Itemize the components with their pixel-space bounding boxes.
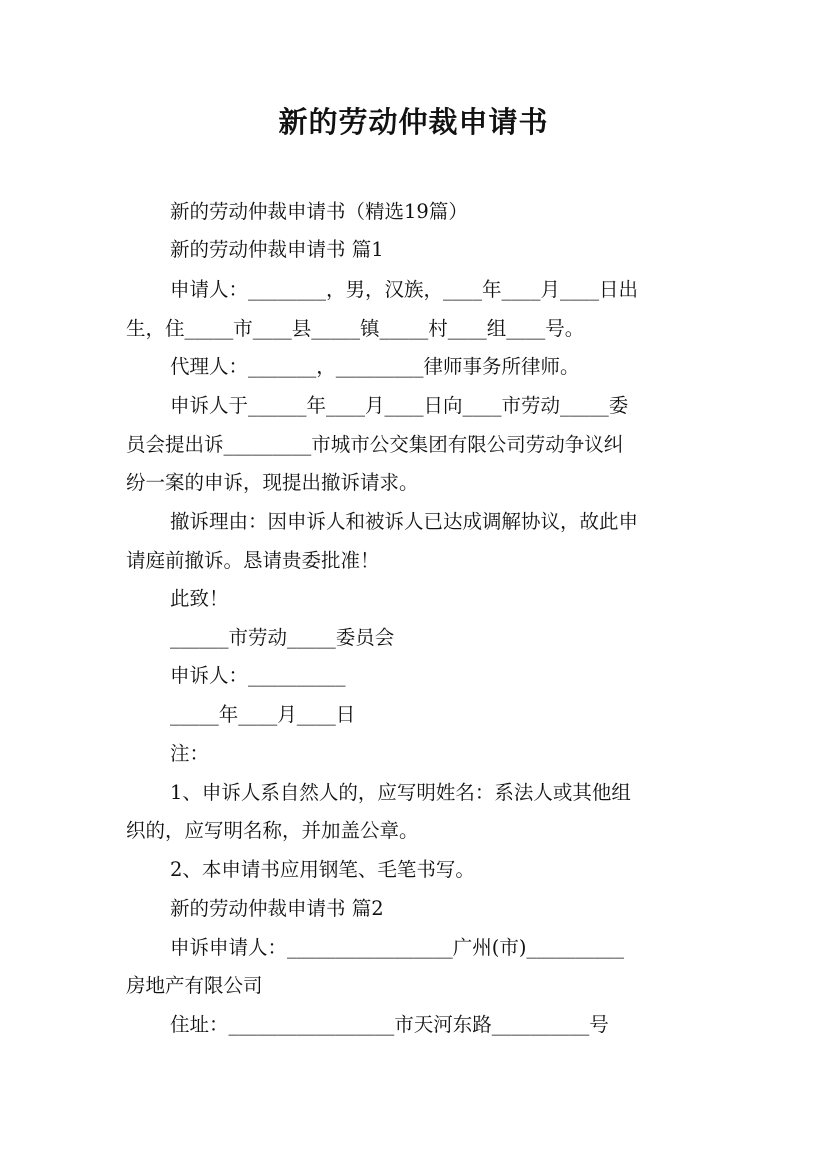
paragraph-line: 2、本申请书应用钢笔、毛笔书写。 [170, 858, 475, 881]
paragraph-line: 员会提出诉_________市城市公交集团有限公司劳动争议纠 [126, 433, 624, 456]
paragraph-line: 申诉申请人：_________________广州(市)__________ [170, 936, 624, 959]
subtitle-line: 新的劳动仲裁申请书（精选19篇） [170, 200, 468, 223]
section-heading-2: 新的劳动仲裁申请书 篇2 [170, 897, 384, 920]
section-heading-1: 新的劳动仲裁申请书 篇1 [170, 238, 384, 261]
paragraph-line: 生，住_____市____县_____镇_____村____组____号。 [126, 317, 585, 340]
paragraph-line: 代理人：_______，_________律师事务所律师。 [170, 355, 580, 378]
paragraph-line: 注： [170, 742, 210, 765]
paragraph-line: 房地产有限公司 [126, 974, 263, 997]
paragraph-line: ______市劳动_____委员会 [170, 626, 395, 649]
paragraph-line: 申请人：________，男，汉族，____年____月____日出 [170, 278, 639, 301]
paragraph-line: _____年____月____日 [170, 703, 356, 726]
paragraph-line: 纷一案的申诉，现提出撤诉请求。 [126, 471, 419, 494]
paragraph-line: 申诉人：__________ [170, 664, 346, 687]
document-title: 新的劳动仲裁申请书 [278, 105, 549, 139]
paragraph-line: 1、申诉人系自然人的，应写明姓名：系法人或其他组 [170, 781, 631, 804]
paragraph-line: 住址：_________________市天河东路__________号 [170, 1013, 609, 1036]
paragraph-line: 撤诉理由：因申诉人和被诉人已达成调解协议，故此申 [170, 510, 639, 533]
paragraph-line: 织的，应写明名称，并加盖公章。 [126, 819, 419, 842]
paragraph-line: 此致！ [170, 587, 229, 610]
paragraph-line: 申诉人于______年____月____日向____市劳动_____委 [170, 394, 629, 417]
paragraph-line: 请庭前撤诉。恳请贵委批准！ [126, 549, 380, 572]
